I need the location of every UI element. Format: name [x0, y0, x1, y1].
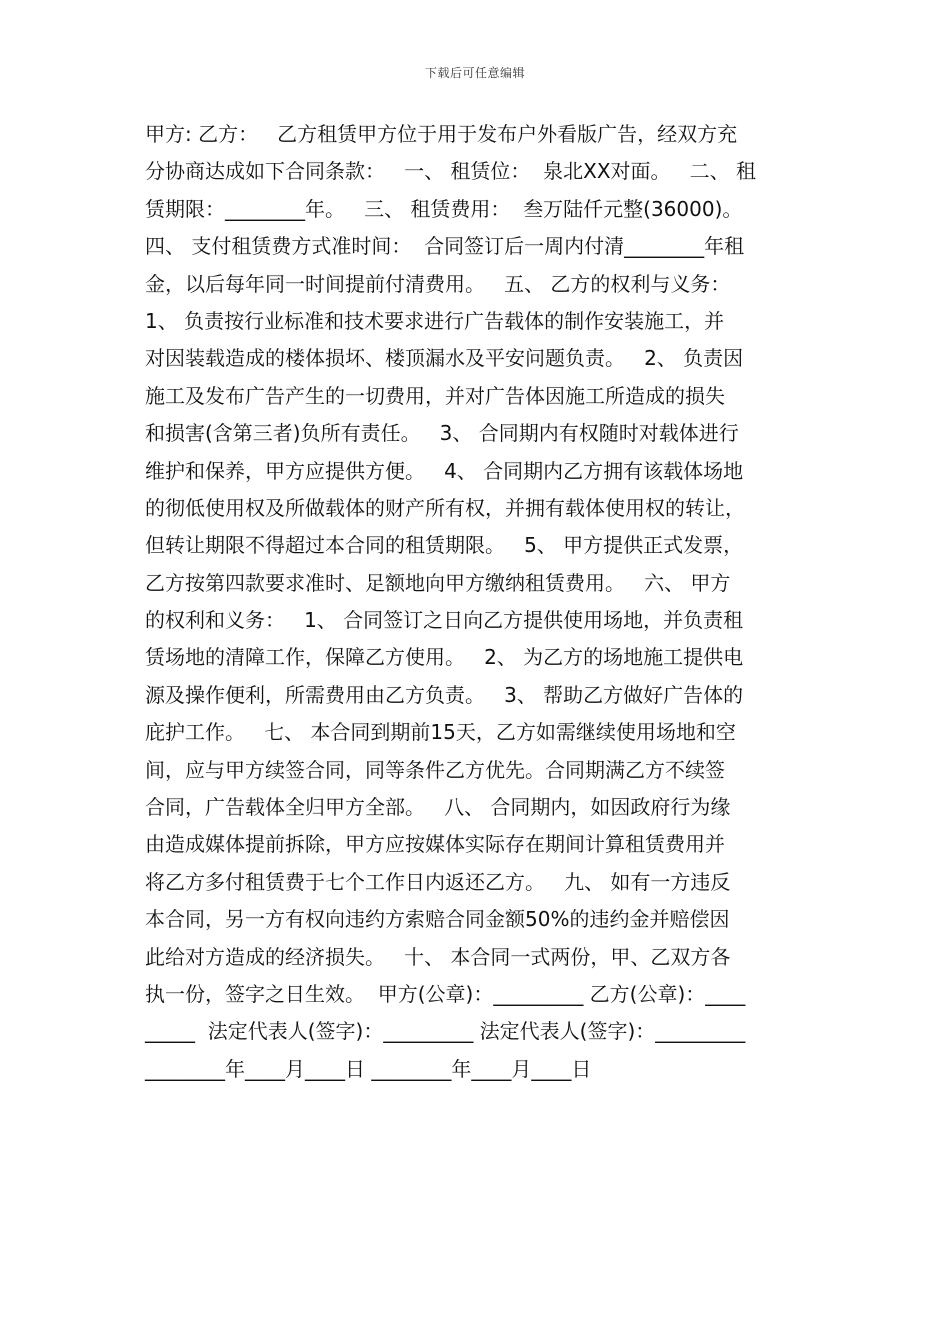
contract-line: 但转让期限不得超过本合同的租赁期限。 5、 甲方提供正式发票， — [145, 533, 744, 558]
contract-line: 1、 负责按行业标准和技术要求进行广告载体的制作安装施工，并 — [145, 308, 725, 333]
contract-line: 间，应与甲方续签合同，同等条件乙方优先。合同期满乙方不续签 — [145, 757, 725, 782]
contract-line: 赁期限：________年。 三、 租赁费用： 叁万陆仟元整(36000)。 — [145, 196, 743, 221]
contract-line: 四、 支付租赁费方式准时间： 合同签订后一周内付清________年租 — [145, 234, 745, 259]
contract-line: 本合同，另一方有权向违约方索赔合同金额50%的违约金并赔偿因 — [145, 907, 730, 932]
contract-line: 和损害(含第三者)负所有责任。 3、 合同期内有权随时对载体进行 — [145, 421, 739, 446]
contract-line: 合同，广告载体全归甲方全部。 八、 合同期内，如因政府行为缘 — [145, 795, 731, 820]
page-header: 下载后可任意编辑 — [424, 66, 525, 80]
contract-line: 施工及发布广告产生的一切费用，并对广告体因施工所造成的损失 — [145, 383, 725, 408]
contract-line: 乙方按第四款要求准时、足额地向甲方缴纳租赁费用。 六、 甲方 — [145, 570, 731, 595]
contract-line: 源及操作便利，所需费用由乙方负责。 3、 帮助乙方做好广告体的 — [145, 682, 744, 707]
contract-line: _____ 法定代表人(签字)：_________ 法定代表人(签字)：_________ — [145, 1019, 746, 1044]
contract-line: 维护和保养，甲方应提供方便。 4、 合同期内乙方拥有该载体场地 — [145, 458, 744, 483]
contract-line: 分协商达成如下合同条款： 一、 租赁位： 泉北XX对面。 二、 租 — [145, 159, 756, 184]
contract-line: 赁场地的清障工作，保障乙方使用。 2、 为乙方的场地施工提供电 — [145, 645, 744, 670]
contract-line: 金，以后每年同一时间提前付清费用。 五、 乙方的权利与义务： — [145, 271, 731, 296]
contract-line: 对因装载造成的楼体损坏、楼顶漏水及平安问题负责。 2、 负责因 — [145, 346, 744, 371]
contract-line: 庇护工作。 七、 本合同到期前15天，乙方如需继续使用场地和空 — [145, 720, 736, 745]
contract-line: 甲方: 乙方： 乙方租赁甲方位于用于发布户外看版广告，经双方充 — [145, 122, 738, 146]
contract-line: 由造成媒体提前拆除，甲方应按媒体实际存在期间计算租赁费用并 — [145, 832, 725, 857]
contract-line: 执一份，签字之日生效。 甲方(公章)：_________ 乙方(公章)：____ — [145, 981, 746, 1006]
contract-line: 的权利和义务： 1、 合同签订之日向乙方提供使用场地，并负责租 — [145, 608, 744, 633]
contract-line: 将乙方多付租赁费于七个工作日内返还乙方。 九、 如有一方违反 — [145, 869, 731, 894]
contract-line: ________年____月____日 ________年____月____日 — [145, 1056, 592, 1081]
contract-line: 此给对方造成的经济损失。 十、 本合同一式两份，甲、乙双方各 — [145, 944, 731, 969]
contract-body — [145, 116, 815, 1088]
contract-line: 的彻低使用权及所做载体的财产所有权，并拥有载体使用权的转让， — [145, 495, 745, 520]
